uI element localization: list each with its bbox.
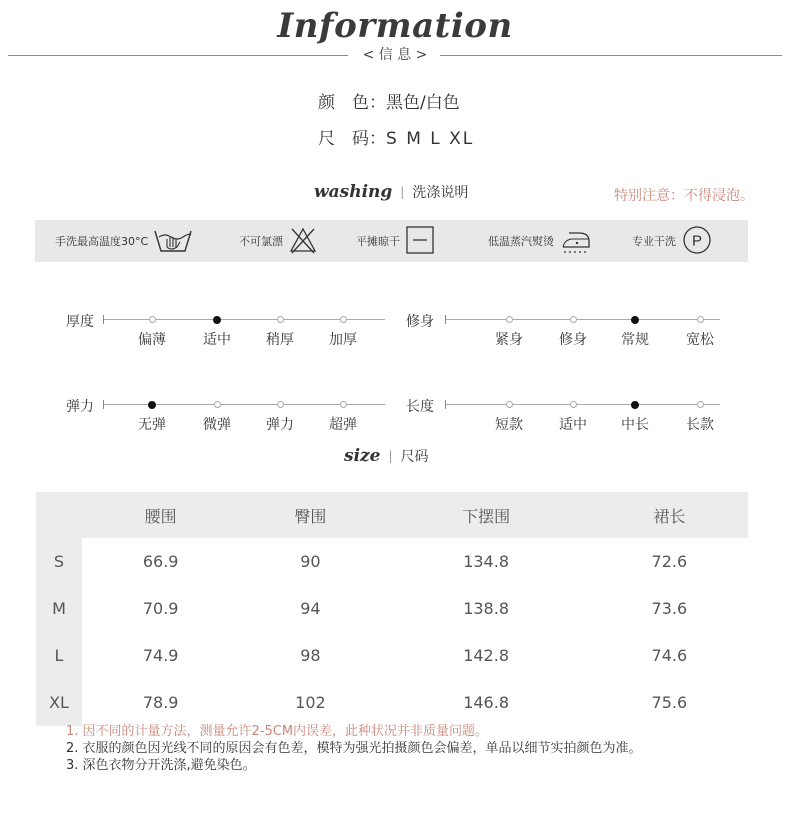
- scale-dot-selected: [631, 401, 639, 409]
- scale-option-label: 超弹: [329, 417, 357, 433]
- scale-dot-selected: [213, 316, 221, 324]
- size-row: [318, 124, 474, 149]
- scale-option-label: 弹力: [266, 417, 294, 433]
- scale-option-label: 常规: [621, 332, 649, 348]
- table-row: [36, 538, 748, 585]
- table-row: [36, 679, 748, 726]
- washing-bar: [35, 220, 748, 262]
- size-table: [36, 492, 748, 726]
- wash-item-no-bleach: [239, 220, 318, 262]
- table-cell: 134.8: [463, 552, 509, 571]
- size-heading: [344, 446, 429, 466]
- scale-tick: [445, 400, 446, 409]
- scale-dot: [697, 401, 704, 408]
- wash-item-dry-flat: [356, 220, 435, 262]
- header-cell: 裙长: [591, 492, 748, 538]
- size-script-title: size: [344, 446, 381, 466]
- table-cell: 73.6: [651, 599, 688, 618]
- scale-option-label: 微弹: [203, 417, 231, 433]
- note-line: 1. 因不同的计量方法，测量允许2-5CM内误差，此种状况并非质量问题。: [66, 724, 489, 739]
- table-row: [36, 632, 748, 679]
- scale-option-label: 适中: [203, 332, 231, 348]
- scale-option-label: 中长: [621, 417, 649, 433]
- color-row: [318, 88, 460, 113]
- scale-tick: [445, 315, 446, 324]
- scale-dot: [149, 316, 156, 323]
- scale-dot: [570, 316, 577, 323]
- wash-item-hand-wash: [55, 220, 193, 262]
- scale-option-label: 短款: [495, 417, 523, 433]
- table-cell: 75.6: [651, 693, 688, 712]
- row-size: M: [36, 585, 82, 632]
- scale-line: [445, 404, 720, 405]
- size-title: 尺码: [400, 449, 429, 465]
- note-line: 3. 深色衣物分开洗涤,避免染色。: [66, 758, 256, 773]
- scale-option-label: 偏薄: [138, 332, 166, 348]
- table-cell: 102: [295, 693, 326, 712]
- washing-heading: [314, 182, 468, 202]
- table-cell: 74.9: [142, 646, 179, 665]
- table-cell: 66.9: [142, 552, 179, 571]
- dry-clean-p-icon: [676, 224, 713, 259]
- size-value: S M L XL: [386, 129, 475, 149]
- row-size: L: [36, 632, 82, 679]
- scale-dot: [340, 401, 347, 408]
- table-cell: 142.8: [463, 646, 509, 665]
- scale-dot: [277, 401, 284, 408]
- table-cell: 94: [300, 599, 321, 618]
- scale-label: 厚度: [66, 314, 94, 330]
- table-row: [36, 585, 748, 632]
- table-cell: 78.9: [142, 693, 179, 712]
- scale-option-label: 加厚: [329, 332, 357, 348]
- table-cell: 74.6: [651, 646, 688, 665]
- scale-dot-selected: [631, 316, 639, 324]
- scale-option-label: 紧身: [495, 332, 523, 348]
- wash-item-low-steam-iron: [488, 220, 593, 262]
- scale-dot: [277, 316, 284, 323]
- scale-dot: [506, 316, 513, 323]
- washing-script-title: washing: [314, 182, 393, 202]
- scale-label: 修身: [406, 314, 434, 330]
- header-cell: [36, 492, 82, 538]
- scale-option-label: 长款: [686, 417, 714, 433]
- wash-label: 专业干洗: [632, 235, 676, 248]
- notes: [66, 723, 642, 774]
- table-cell: 146.8: [463, 693, 509, 712]
- header-cell: 腰围: [82, 492, 239, 538]
- hand-wash-30-icon: [148, 225, 193, 258]
- scale-option-label: 宽松: [686, 332, 714, 348]
- table-cell: 90: [300, 552, 321, 571]
- scale-dot-selected: [148, 401, 156, 409]
- dry-flat-icon: [400, 225, 435, 258]
- wash-label: 不可氯漂: [239, 235, 283, 248]
- row-size: S: [36, 538, 82, 585]
- no-bleach-icon: [283, 225, 318, 258]
- scale-dot: [506, 401, 513, 408]
- scale-option-label: 无弹: [138, 417, 166, 433]
- size-label: 尺 码：: [318, 129, 386, 149]
- special-note: 特别注意：不得浸泡。: [614, 188, 754, 204]
- scale-option-label: 适中: [559, 417, 587, 433]
- scale-line: [445, 319, 720, 320]
- wash-label: 低温蒸汽熨烫: [488, 235, 554, 248]
- table-cell: 70.9: [142, 599, 179, 618]
- scale-option-label: 修身: [559, 332, 587, 348]
- page-subtitle: < 信 息 >: [0, 44, 790, 64]
- color-value: 黑色/白色: [386, 93, 460, 113]
- color-label: 颜 色：: [318, 93, 386, 113]
- size-table-header: [36, 492, 748, 538]
- scale-option-label: 稍厚: [266, 332, 294, 348]
- size-separator: |: [388, 449, 393, 463]
- table-cell: 138.8: [463, 599, 509, 618]
- note-line: 2. 衣服的颜色因光线不同的原因会有色差，模特为强光拍摄颜色会偏差，单品以细节实拍颜色为准。: [66, 741, 642, 756]
- wash-item-dry-clean: [632, 220, 713, 262]
- scale-label: 弹力: [66, 399, 94, 415]
- scale-dot: [340, 316, 347, 323]
- row-size: XL: [36, 679, 82, 726]
- wash-label: 手洗最高温度30°C: [55, 235, 149, 248]
- wash-label: 平摊晾干: [356, 235, 400, 248]
- svg-text:P: P: [691, 232, 703, 249]
- table-cell: 98: [300, 646, 321, 665]
- scale-dot: [570, 401, 577, 408]
- table-cell: 72.6: [651, 552, 688, 571]
- scale-dot: [214, 401, 221, 408]
- washing-separator: |: [400, 185, 405, 199]
- header-cell: 下摆围: [382, 492, 591, 538]
- scale-tick: [103, 315, 104, 324]
- header-cell: 臀围: [239, 492, 381, 538]
- scale-dot: [697, 316, 704, 323]
- scale-label: 长度: [406, 399, 434, 415]
- washing-title: 洗涤说明: [412, 185, 469, 201]
- low-steam-iron-icon: [554, 225, 593, 258]
- scale-tick: [103, 400, 104, 409]
- page-title: Information: [277, 6, 513, 46]
